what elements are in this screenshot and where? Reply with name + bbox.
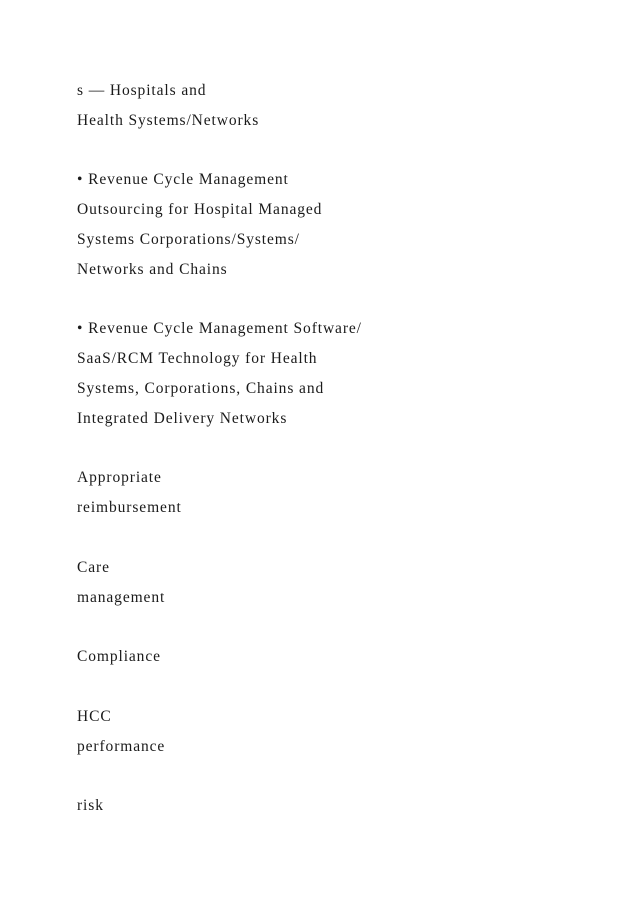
text-line: performance — [77, 737, 166, 755]
paragraph-rcm-software — [77, 314, 617, 433]
paragraph-risk — [77, 791, 617, 821]
document-body — [77, 76, 617, 821]
paragraph-rcm-outsourcing — [77, 165, 617, 284]
text-line: HCC — [77, 707, 112, 725]
paragraph-care-management — [77, 553, 617, 613]
paragraph-hcc-performance — [77, 702, 617, 762]
paragraph-reimbursement — [77, 463, 617, 523]
text-line: • Revenue Cycle Management — [77, 171, 289, 189]
text-line: Systems, Corporations, Chains and — [77, 379, 325, 397]
paragraph-hospitals — [77, 76, 617, 136]
text-line: Integrated Delivery Networks — [77, 409, 288, 427]
paragraph-spacer — [77, 672, 617, 702]
text-line: Networks and Chains — [77, 260, 228, 278]
paragraph-spacer — [77, 761, 617, 791]
text-line: Health Systems/Networks — [77, 111, 260, 129]
paragraph-spacer — [77, 612, 617, 642]
text-line: Systems Corporations/Systems/ — [77, 230, 300, 248]
text-line: • Revenue Cycle Management Software/ — [77, 320, 362, 338]
text-line: Appropriate — [77, 469, 162, 487]
paragraph-spacer — [77, 136, 617, 166]
text-line: s — Hospitals and — [77, 82, 207, 99]
text-line: Compliance — [77, 648, 161, 666]
paragraph-spacer — [77, 434, 617, 464]
paragraph-spacer — [77, 523, 617, 553]
text-line: reimbursement — [77, 499, 182, 517]
text-line: management — [77, 588, 166, 606]
text-line: risk — [77, 797, 104, 815]
paragraph-compliance — [77, 642, 617, 672]
text-line: SaaS/RCM Technology for Health — [77, 350, 318, 368]
paragraph-spacer — [77, 285, 617, 315]
text-line: Care — [77, 558, 110, 576]
text-line: Outsourcing for Hospital Managed — [77, 201, 323, 219]
